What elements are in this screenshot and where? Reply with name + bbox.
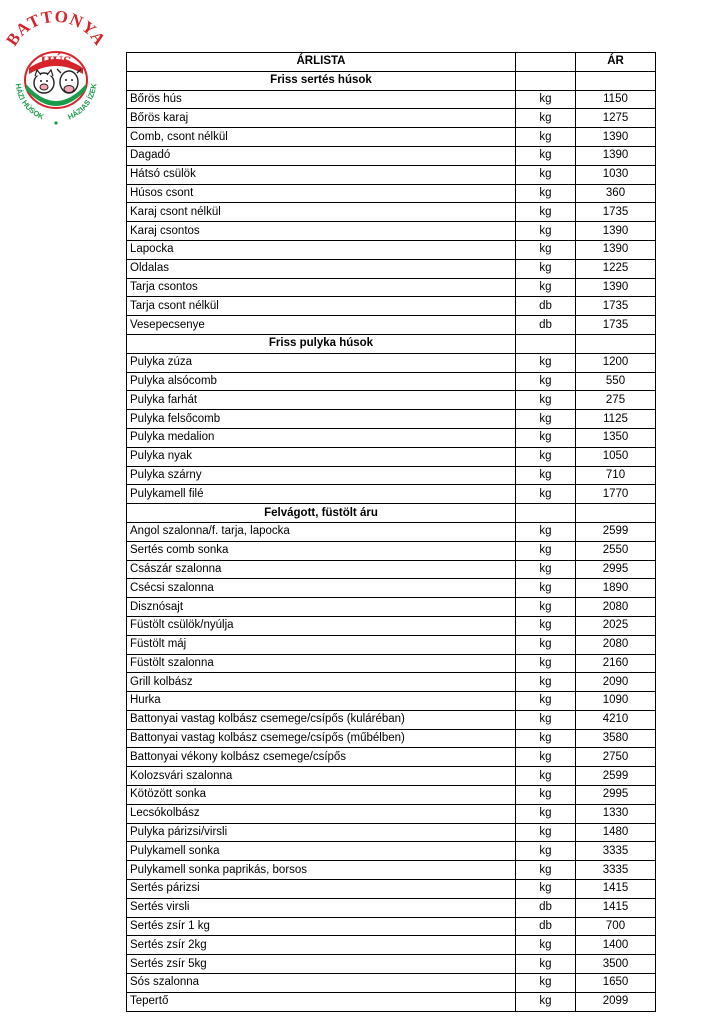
section-header-row (127, 71, 656, 90)
product-price: 1735 (576, 297, 656, 316)
table-row (127, 598, 656, 617)
table-row (127, 861, 656, 880)
product-price: 360 (576, 184, 656, 203)
product-price: 1770 (576, 485, 656, 504)
product-name: Kolozsvári szalonna (127, 767, 516, 786)
product-price: 2080 (576, 598, 656, 617)
product-unit: kg (516, 184, 576, 203)
product-name: Csécsi szalonna (127, 579, 516, 598)
product-unit: kg (516, 90, 576, 109)
table-row (127, 955, 656, 974)
product-unit: kg (516, 936, 576, 955)
section-title: Felvágott, füstölt áru (127, 504, 516, 523)
product-name: Tarja csontos (127, 278, 516, 297)
table-row (127, 917, 656, 936)
logo-arc-text: BATTONYA (2, 10, 110, 50)
product-name: Bőrös hús (127, 90, 516, 109)
table-row (127, 372, 656, 391)
product-price: 1650 (576, 974, 656, 993)
product-name: Sertés zsír 1 kg (127, 917, 516, 936)
product-price: 1275 (576, 109, 656, 128)
product-name: Pulyka alsócomb (127, 372, 516, 391)
product-price: 275 (576, 391, 656, 410)
product-unit: kg (516, 616, 576, 635)
product-unit: kg (516, 560, 576, 579)
product-name: Pulykamell sonka paprikás, borsos (127, 861, 516, 880)
product-unit: kg (516, 654, 576, 673)
product-price: 4210 (576, 710, 656, 729)
table-row (127, 128, 656, 147)
table-row (127, 90, 656, 109)
product-price: 3580 (576, 729, 656, 748)
product-unit: kg (516, 992, 576, 1011)
product-name: Pulyka nyak (127, 447, 516, 466)
table-row (127, 635, 656, 654)
product-unit: kg (516, 522, 576, 541)
table-row (127, 466, 656, 485)
product-unit: kg (516, 410, 576, 429)
product-name: Pulykamell filé (127, 485, 516, 504)
header-title: ÁRLISTA (127, 53, 516, 72)
product-name: Dagadó (127, 146, 516, 165)
section-header-row (127, 334, 656, 353)
product-price: 1200 (576, 353, 656, 372)
table-row (127, 316, 656, 335)
product-name: Disznósajt (127, 598, 516, 617)
product-price: 1350 (576, 428, 656, 447)
logo-right-text: HÁZIAS ÍZEK (66, 82, 99, 122)
product-name: Pulyka szárny (127, 466, 516, 485)
table-row (127, 616, 656, 635)
product-price: 1150 (576, 90, 656, 109)
product-name: Füstölt szalonna (127, 654, 516, 673)
product-name: Húsos csont (127, 184, 516, 203)
product-price: 1125 (576, 410, 656, 429)
table-row (127, 992, 656, 1011)
table-row (127, 710, 656, 729)
table-row (127, 428, 656, 447)
product-name: Pulyka farhát (127, 391, 516, 410)
product-price: 3500 (576, 955, 656, 974)
product-name: Kötözött sonka (127, 786, 516, 805)
product-name: Tepertő (127, 992, 516, 1011)
product-price: 3335 (576, 842, 656, 861)
product-price: 2599 (576, 522, 656, 541)
product-name: Lapocka (127, 240, 516, 259)
product-name: Oldalas (127, 259, 516, 278)
product-name: Sós szalonna (127, 974, 516, 993)
product-unit: db (516, 917, 576, 936)
product-price: 710 (576, 466, 656, 485)
product-name: Füstölt máj (127, 635, 516, 654)
product-unit: kg (516, 391, 576, 410)
product-unit: kg (516, 880, 576, 899)
product-name: Comb, csont nélkül (127, 128, 516, 147)
product-price: 1735 (576, 203, 656, 222)
section-title: Friss pulyka húsok (127, 334, 516, 353)
product-name: Bőrös karaj (127, 109, 516, 128)
product-name: Pulyka párizsi/virsli (127, 823, 516, 842)
product-price: 1050 (576, 447, 656, 466)
product-price: 1390 (576, 240, 656, 259)
product-name: Battonyai vastag kolbász csemege/csípős (kuláréban) (127, 710, 516, 729)
table-row (127, 184, 656, 203)
product-unit: kg (516, 222, 576, 241)
table-row (127, 804, 656, 823)
product-name: Karaj csont nélkül (127, 203, 516, 222)
product-unit: kg (516, 259, 576, 278)
table-row (127, 673, 656, 692)
table-row (127, 823, 656, 842)
product-name: Tarja csont nélkül (127, 297, 516, 316)
product-unit: kg (516, 146, 576, 165)
product-unit: kg (516, 861, 576, 880)
product-unit: kg (516, 240, 576, 259)
table-row (127, 447, 656, 466)
product-price: 2080 (576, 635, 656, 654)
product-unit: kg (516, 635, 576, 654)
table-row (127, 936, 656, 955)
product-unit: kg (516, 353, 576, 372)
product-unit: kg (516, 466, 576, 485)
table-row (127, 165, 656, 184)
price-list-table (126, 52, 656, 1012)
product-unit: kg (516, 955, 576, 974)
product-price: 1390 (576, 146, 656, 165)
product-price: 1030 (576, 165, 656, 184)
section-price-cell (576, 71, 656, 90)
product-price: 1400 (576, 936, 656, 955)
product-unit: kg (516, 128, 576, 147)
product-unit: kg (516, 804, 576, 823)
table-row (127, 240, 656, 259)
table-row (127, 842, 656, 861)
product-name: Sertés comb sonka (127, 541, 516, 560)
product-unit: kg (516, 710, 576, 729)
product-name: Pulykamell sonka (127, 842, 516, 861)
product-unit: kg (516, 767, 576, 786)
table-row (127, 222, 656, 241)
product-name: Sertés zsír 5kg (127, 955, 516, 974)
product-unit: kg (516, 786, 576, 805)
table-row (127, 410, 656, 429)
price-list-body (127, 53, 656, 1012)
product-price: 1415 (576, 898, 656, 917)
table-row (127, 729, 656, 748)
product-name: Angol szalonna/f. tarja, lapocka (127, 522, 516, 541)
product-price: 2995 (576, 786, 656, 805)
product-unit: kg (516, 203, 576, 222)
table-row (127, 278, 656, 297)
product-name: Pulyka medalion (127, 428, 516, 447)
table-row (127, 767, 656, 786)
table-row (127, 748, 656, 767)
product-unit: kg (516, 579, 576, 598)
product-price: 1735 (576, 316, 656, 335)
product-price: 1480 (576, 823, 656, 842)
product-name: Pulyka felsőcomb (127, 410, 516, 429)
section-title: Friss sertés húsok (127, 71, 516, 90)
table-row (127, 786, 656, 805)
table-row (127, 203, 656, 222)
product-price: 550 (576, 372, 656, 391)
product-unit: kg (516, 541, 576, 560)
product-unit: kg (516, 109, 576, 128)
table-row (127, 146, 656, 165)
table-row (127, 974, 656, 993)
section-unit-cell (516, 504, 576, 523)
table-row (127, 654, 656, 673)
table-row (127, 297, 656, 316)
table-row (127, 522, 656, 541)
product-unit: db (516, 316, 576, 335)
product-unit: kg (516, 974, 576, 993)
table-row (127, 485, 656, 504)
product-name: Karaj csontos (127, 222, 516, 241)
section-price-cell (576, 504, 656, 523)
product-price: 2995 (576, 560, 656, 579)
battonya-hus-logo (0, 10, 112, 130)
product-name: Sertés párizsi (127, 880, 516, 899)
product-price: 2090 (576, 673, 656, 692)
product-price: 1090 (576, 692, 656, 711)
product-unit: kg (516, 692, 576, 711)
table-row (127, 579, 656, 598)
product-name: Császár szalonna (127, 560, 516, 579)
product-name: Sertés zsír 2kg (127, 936, 516, 955)
header-price: ÁR (576, 53, 656, 72)
product-price: 1390 (576, 222, 656, 241)
product-unit: db (516, 898, 576, 917)
product-unit: kg (516, 823, 576, 842)
product-name: Lecsókolbász (127, 804, 516, 823)
table-row (127, 880, 656, 899)
product-name: Sertés virsli (127, 898, 516, 917)
pig-icon (34, 70, 54, 93)
product-price: 3335 (576, 861, 656, 880)
product-unit: kg (516, 165, 576, 184)
table-row (127, 391, 656, 410)
product-name: Vesepecsenye (127, 316, 516, 335)
product-unit: kg (516, 372, 576, 391)
product-price: 2550 (576, 541, 656, 560)
product-price: 1390 (576, 278, 656, 297)
product-name: Hurka (127, 692, 516, 711)
section-price-cell (576, 334, 656, 353)
product-name: Grill kolbász (127, 673, 516, 692)
table-row (127, 353, 656, 372)
product-price: 1225 (576, 259, 656, 278)
table-row (127, 898, 656, 917)
section-header-row (127, 504, 656, 523)
product-unit: db (516, 297, 576, 316)
table-row (127, 560, 656, 579)
logo-center-text: HÚS (40, 54, 72, 70)
product-price: 1415 (576, 880, 656, 899)
table-row (127, 541, 656, 560)
header-unit (516, 53, 576, 72)
table-header-row (127, 53, 656, 72)
product-price: 1390 (576, 128, 656, 147)
product-unit: kg (516, 447, 576, 466)
product-unit: kg (516, 729, 576, 748)
product-unit: kg (516, 485, 576, 504)
product-price: 1890 (576, 579, 656, 598)
section-unit-cell (516, 71, 576, 90)
table-row (127, 109, 656, 128)
product-price: 2599 (576, 767, 656, 786)
product-unit: kg (516, 842, 576, 861)
product-price: 2025 (576, 616, 656, 635)
product-name: Hátsó csülök (127, 165, 516, 184)
product-name: Füstölt csülök/nyúlja (127, 616, 516, 635)
section-unit-cell (516, 334, 576, 353)
product-unit: kg (516, 748, 576, 767)
product-price: 700 (576, 917, 656, 936)
product-unit: kg (516, 598, 576, 617)
product-unit: kg (516, 278, 576, 297)
product-name: Pulyka zúza (127, 353, 516, 372)
logo-left-text: HÁZI HÚSOK (13, 82, 46, 122)
product-price: 2099 (576, 992, 656, 1011)
product-price: 1330 (576, 804, 656, 823)
product-unit: kg (516, 428, 576, 447)
table-row (127, 692, 656, 711)
product-price: 2160 (576, 654, 656, 673)
product-name: Battonyai vékony kolbász csemege/csípős (127, 748, 516, 767)
table-row (127, 259, 656, 278)
product-name: Battonyai vastag kolbász csemege/csípős (műbélben) (127, 729, 516, 748)
product-price: 2750 (576, 748, 656, 767)
product-unit: kg (516, 673, 576, 692)
